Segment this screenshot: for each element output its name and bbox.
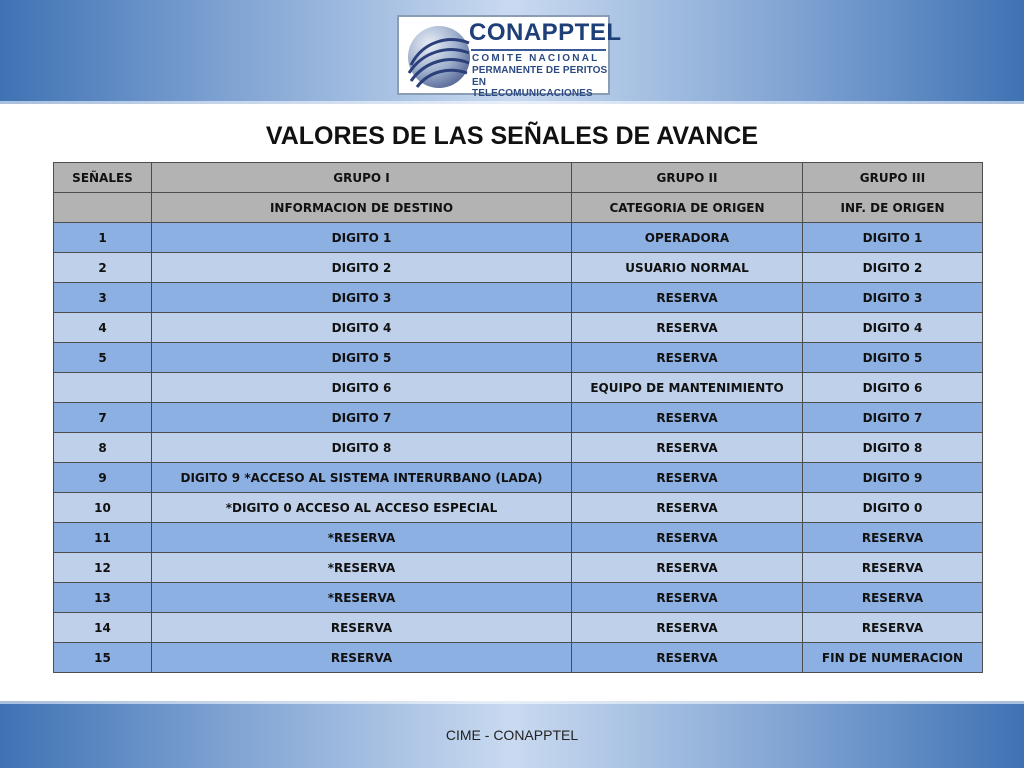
table-cell: RESERVA <box>803 523 983 553</box>
page-title: VALORES DE LAS SEÑALES DE AVANCE <box>265 122 759 150</box>
table-row <box>54 643 983 673</box>
logo-subtitle-1: COMITE NACIONAL <box>472 53 600 64</box>
table-row <box>54 223 983 253</box>
table-body <box>54 223 983 673</box>
subheader-cell <box>54 193 152 223</box>
table-cell: DIGITO 7 <box>152 403 572 433</box>
table-cell: RESERVA <box>572 403 803 433</box>
table-row <box>54 433 983 463</box>
table-cell: RESERVA <box>152 613 572 643</box>
header-band <box>0 0 1024 104</box>
table-cell: RESERVA <box>572 643 803 673</box>
table-cell: 1 <box>54 223 152 253</box>
table-cell: RESERVA <box>572 583 803 613</box>
table-cell: RESERVA <box>572 433 803 463</box>
table-cell: RESERVA <box>152 643 572 673</box>
logo-divider <box>471 49 606 51</box>
table-cell: DIGITO 6 <box>152 373 572 403</box>
logo-emblem-icon <box>403 21 471 91</box>
table-cell: 3 <box>54 283 152 313</box>
table-cell: 2 <box>54 253 152 283</box>
table-cell: 10 <box>54 493 152 523</box>
signals-table <box>53 162 983 673</box>
logo-subtitle-2: PERMANENTE DE PERITOS <box>472 65 608 76</box>
table-cell: DIGITO 3 <box>803 283 983 313</box>
table-cell: 5 <box>54 343 152 373</box>
table-cell: *RESERVA <box>152 553 572 583</box>
table-cell: *RESERVA <box>152 583 572 613</box>
table-row <box>54 403 983 433</box>
table-cell: DIGITO 4 <box>152 313 572 343</box>
column-header-senales: SEÑALES <box>54 163 152 193</box>
table-cell: RESERVA <box>572 343 803 373</box>
table-cell: DIGITO 5 <box>152 343 572 373</box>
table-cell: 7 <box>54 403 152 433</box>
table-cell: OPERADORA <box>572 223 803 253</box>
footer-text: CIME - CONAPPTEL <box>445 727 579 743</box>
table-cell: DIGITO 5 <box>803 343 983 373</box>
table-cell: DIGITO 7 <box>803 403 983 433</box>
table-cell: 4 <box>54 313 152 343</box>
table-cell: RESERVA <box>803 553 983 583</box>
table-cell <box>54 373 152 403</box>
table-cell: DIGITO 2 <box>152 253 572 283</box>
table-header-row <box>54 163 983 193</box>
table-row <box>54 583 983 613</box>
table-cell: RESERVA <box>803 583 983 613</box>
table-row <box>54 493 983 523</box>
table-cell: DIGITO 1 <box>152 223 572 253</box>
table-row <box>54 613 983 643</box>
logo-subtitle-3: EN TELECOMUNICACIONES <box>472 77 593 99</box>
table-cell: DIGITO 9 <box>803 463 983 493</box>
table-cell: 9 <box>54 463 152 493</box>
table-row <box>54 553 983 583</box>
table-cell: DIGITO 6 <box>803 373 983 403</box>
table-row <box>54 283 983 313</box>
table-row <box>54 343 983 373</box>
table-row <box>54 373 983 403</box>
table-row <box>54 523 983 553</box>
table-cell: FIN DE NUMERACION <box>803 643 983 673</box>
table-row <box>54 253 983 283</box>
table-cell: RESERVA <box>572 613 803 643</box>
table-cell: RESERVA <box>572 493 803 523</box>
table-cell: USUARIO NORMAL <box>572 253 803 283</box>
column-header-grupo-ii: GRUPO II <box>572 163 803 193</box>
table-cell: RESERVA <box>803 613 983 643</box>
column-header-grupo-iii: GRUPO III <box>803 163 983 193</box>
table-cell: RESERVA <box>572 463 803 493</box>
table-cell: 8 <box>54 433 152 463</box>
table-cell: EQUIPO DE MANTENIMIENTO <box>572 373 803 403</box>
table-cell: 12 <box>54 553 152 583</box>
table-cell: 13 <box>54 583 152 613</box>
subheader-cell: INFORMACION DE DESTINO <box>152 193 572 223</box>
conapptel-logo <box>397 15 622 99</box>
table-cell: *DIGITO 0 ACCESO AL ACCESO ESPECIAL <box>152 493 572 523</box>
table-cell: RESERVA <box>572 313 803 343</box>
table-cell: DIGITO 3 <box>152 283 572 313</box>
table-cell: 15 <box>54 643 152 673</box>
table-row <box>54 463 983 493</box>
table-cell: DIGITO 1 <box>803 223 983 253</box>
table-cell: RESERVA <box>572 553 803 583</box>
table-cell: *RESERVA <box>152 523 572 553</box>
subheader-cell: CATEGORIA DE ORIGEN <box>572 193 803 223</box>
table-cell: RESERVA <box>572 283 803 313</box>
table-cell: 14 <box>54 613 152 643</box>
table-cell: DIGITO 4 <box>803 313 983 343</box>
subheader-cell: INF. DE ORIGEN <box>803 193 983 223</box>
column-header-grupo-i: GRUPO I <box>152 163 572 193</box>
table-cell: DIGITO 8 <box>803 433 983 463</box>
table-cell: DIGITO 9 *ACCESO AL SISTEMA INTERURBANO (LADA) <box>152 463 572 493</box>
logo-brand-text: CONAPPTEL <box>469 19 622 46</box>
table-subheader-row <box>54 193 983 223</box>
table-row <box>54 313 983 343</box>
table-cell: DIGITO 2 <box>803 253 983 283</box>
table-cell: RESERVA <box>572 523 803 553</box>
table-cell: 11 <box>54 523 152 553</box>
table-cell: DIGITO 0 <box>803 493 983 523</box>
table-cell: DIGITO 8 <box>152 433 572 463</box>
